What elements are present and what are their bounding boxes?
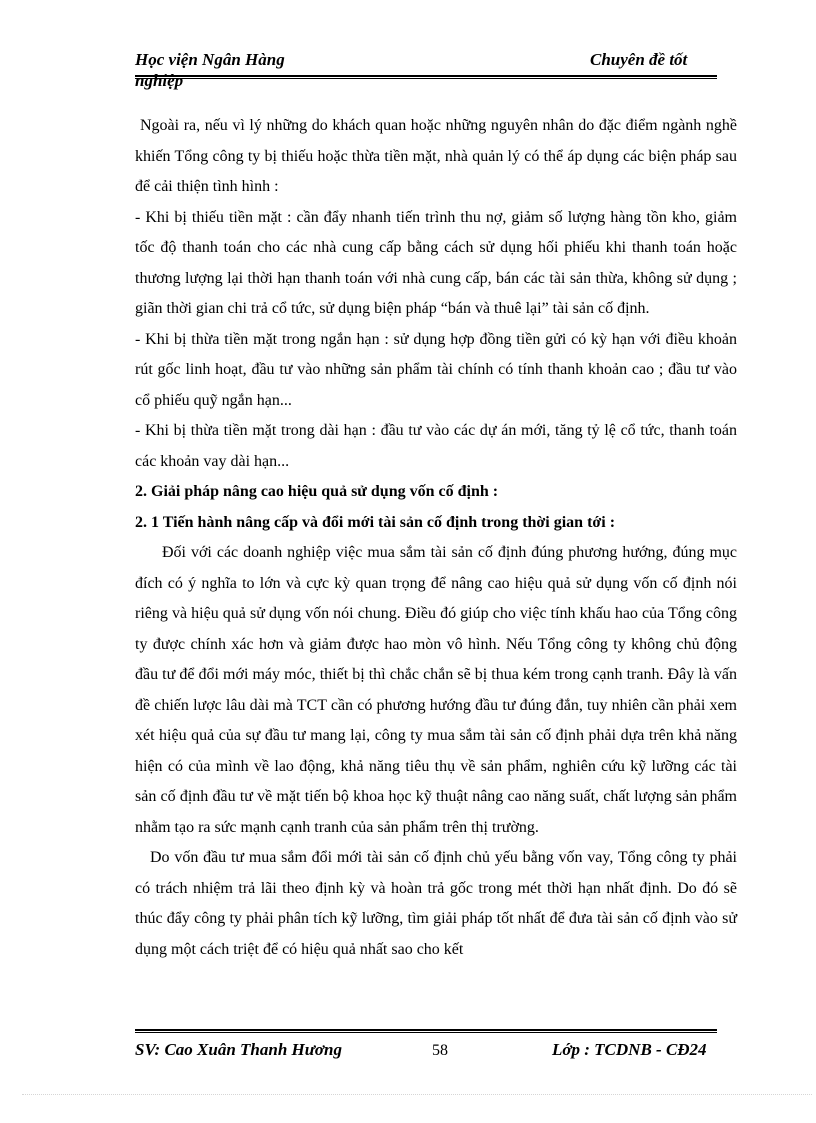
header-title: Chuyên đề tốt bbox=[590, 50, 688, 69]
header-institution: Học viện Ngân Hàng bbox=[135, 50, 285, 69]
footer-page-number: 58 bbox=[432, 1042, 448, 1059]
subsection-heading: 2. 1 Tiến hành nâng cấp và đổi mới tài sản cố định trong thời gian tới : bbox=[135, 513, 616, 531]
paragraph: Đối với các doanh nghiệp việc mua sắm tài sản cố định đúng phương hướng, đúng mục đích có ý nghĩa to lớn và cực kỳ quan trọng để nâng cao hiệu quả sử dụng vốn cố định nói riêng và hiệu quả sử dụng vốn nói chung. Điều đó giúp cho việc tính khấu hao của Tổng công ty được chính xác hơn và giảm được hao mòn vô hình. Nếu Tổng công ty không chủ động đầu tư để đổi mới máy móc, thiết bị thì chắc chắn sẽ bị thua kém trong cạnh tranh. Đây là vấn đề chiến lược lâu dài mà TCT cần có phương hướng đầu tư đúng đắn, tuy nhiên cần phải xem xét hiệu quả của sự đầu tư mang lại, công ty mua sắm tài sản cố định phải dựa trên khả năng hiện có của mình về lao động, khả năng tiêu thụ về sản phẩm, nghiên cứu kỹ lưỡng các tài sản cố định đầu tư về mặt tiến bộ khoa học kỹ thuật nâng cao năng suất, chất lượng sản phẩm nhằm tạo ra sức mạnh cạnh tranh của sản phẩm trên thị trường. bbox=[135, 544, 737, 836]
header-title-wrap: nghiệp bbox=[135, 71, 184, 90]
paragraph: Ngoài ra, nếu vì lý những do khách quan hoặc những nguyên nhân do đặc điểm ngành nghề khiến Tổng công ty bị thiếu hoặc thừa tiền mặt, nhà quản lý có thể áp dụng các biện pháp sau để cải thiện tình hình : bbox=[135, 117, 737, 195]
header-rule bbox=[135, 75, 717, 79]
section-heading: 2. Giải pháp nâng cao hiệu quả sử dụng vốn cố định : bbox=[135, 483, 499, 500]
document-body bbox=[135, 111, 737, 965]
paragraph: Do vốn đầu tư mua sắm đổi mới tài sản cố định chủ yếu bằng vốn vay, Tổng công ty phải có trách nhiệm trả lãi theo định kỳ và hoàn trả gốc trong mét thời hạn nhất định. Do đó sẽ thúc đẩy công ty phải phân tích kỹ lưỡng, tìm giải pháp tốt nhất để đưa tài sản cố định vào sử dụng một cách triệt để có hiệu quả nhất sao cho kết bbox=[135, 849, 737, 958]
footer-class: Lớp : TCDNB - CĐ24 bbox=[552, 1040, 707, 1059]
paragraph: - Khi bị thừa tiền mặt trong ngắn hạn : sử dụng hợp đồng tiền gửi có kỳ hạn với điều khoản rút gốc linh hoạt, đầu tư vào những sản phẩm tài chính có tính thanh khoản cao ; đầu tư vào cổ phiếu quỹ ngắn hạn... bbox=[135, 330, 737, 409]
paragraph: - Khi bị thừa tiền mặt trong dài hạn : đầu tư vào các dự án mới, tăng tỷ lệ cổ tức, thanh toán các khoản vay dài hạn... bbox=[135, 422, 737, 470]
paragraph: - Khi bị thiếu tiền mặt : cần đẩy nhanh tiến trình thu nợ, giảm số lượng hàng tồn kho, giảm tốc độ thanh toán cho các nhà cung cấp bằng cách sử dụng hối phiếu khi thanh toán hoặc thương lượng lại thời hạn thanh toán với nhà cung cấp, bán các tài sản thừa, không sử dụng ; giãn thời gian chi trả cổ tức, sử dụng biện pháp “bán và thuê lại” tài sản cố định. bbox=[135, 208, 737, 317]
footer-rule bbox=[135, 1029, 717, 1033]
page-boundary bbox=[22, 1094, 812, 1095]
footer-student: SV: Cao Xuân Thanh Hương bbox=[135, 1040, 343, 1059]
